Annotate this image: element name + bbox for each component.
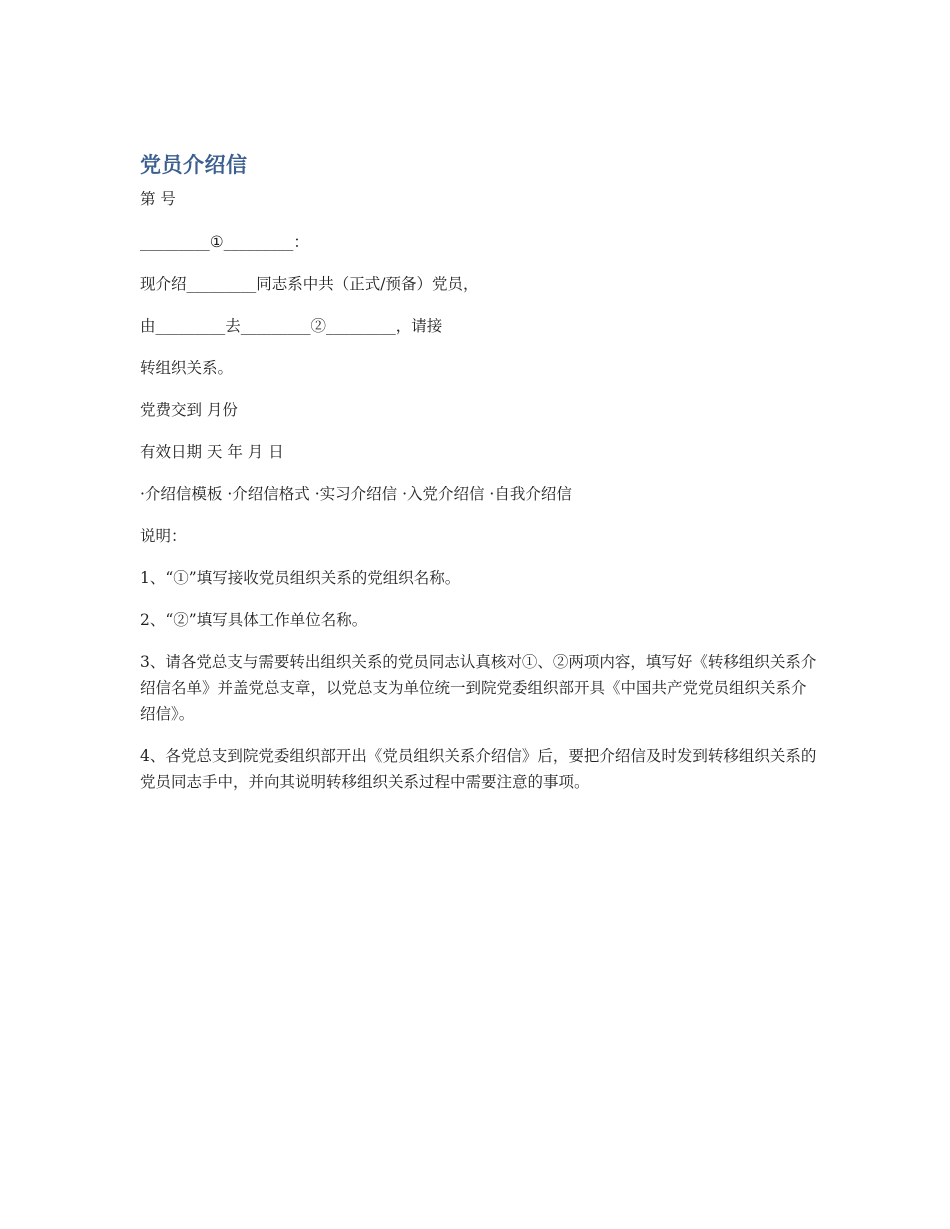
related-links-line: ·介绍信模板 ·介绍信格式 ·实习介绍信 ·入党介绍信 ·自我介绍信	[140, 485, 572, 503]
body-line-3: 转组织关系。	[140, 359, 234, 377]
validity-line: 有效日期 天 年 月 日	[140, 443, 284, 461]
body-line-1: 现介绍_________同志系中共（正式/预备）党员，	[140, 275, 479, 293]
number-line: 第 号	[140, 190, 176, 208]
document-title: 党员介绍信	[140, 153, 248, 177]
note-item: 3、请各党总支与需要转出组织关系的党员同志认真核对①、②两项内容，填写好《转移组织关系介绍信名单》并盖党总支章，以党总支为单位统一到院党委组织部开具《中国共产党党员组织关系介绍信》。	[140, 653, 817, 723]
notes-heading: 说明：	[140, 527, 187, 545]
recipient-line: _________①_________：	[140, 233, 309, 251]
body-line-2: 由_________去_________②_________，请接	[140, 317, 443, 335]
note-item: 4、各党总支到院党委组织部开出《党员组织关系介绍信》后，要把介绍信及时发到转移组织关系的党员同志手中，并向其说明转移组织关系过程中需要注意的事项。	[140, 747, 817, 791]
note-item: 2、“②”填写具体工作单位名称。	[140, 611, 368, 629]
document-page	[140, 150, 820, 811]
dues-line: 党费交到 月份	[140, 401, 238, 419]
note-item: 1、“①”填写接收党员组织关系的党组织名称。	[140, 569, 461, 587]
